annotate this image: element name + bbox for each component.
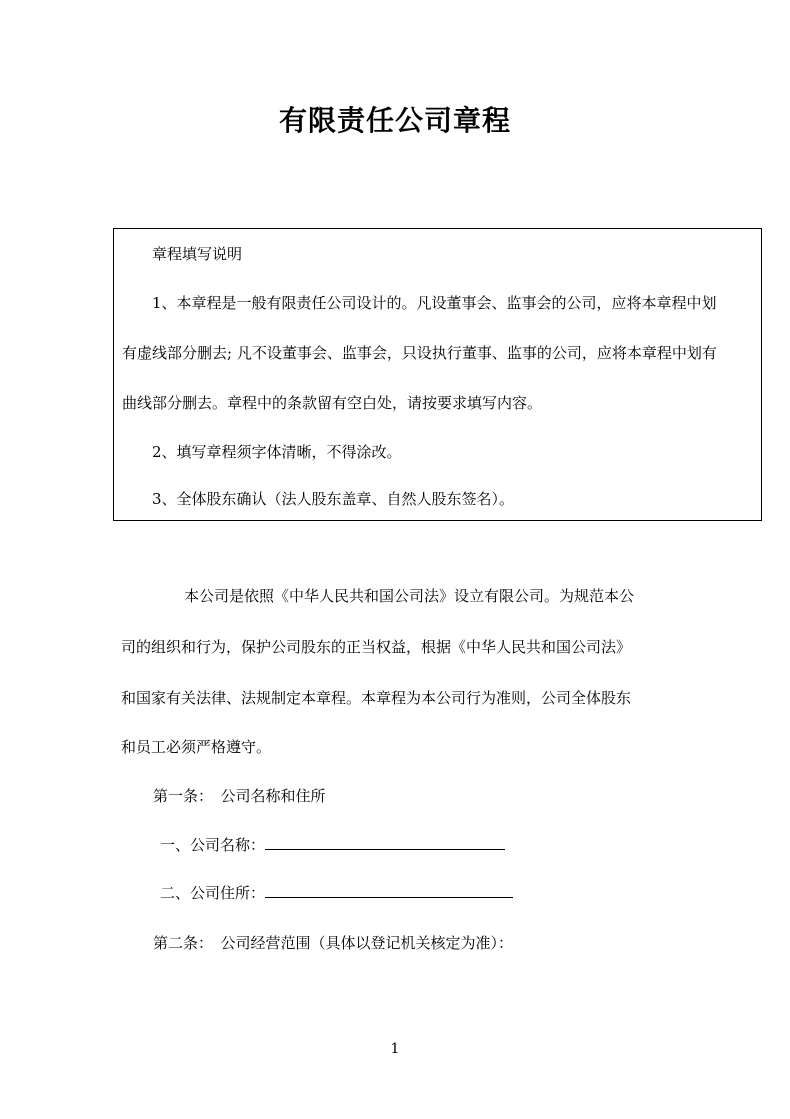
instruction-item-1-line-2: 有虚线部分删去; 凡不设董事会、监事会，只设执行董事、监事的公司，应将本章程中划有 [122, 344, 717, 362]
article-1-heading: 第一条： 公司名称和住所 [153, 787, 326, 805]
article-2-heading: 第二条： 公司经营范围（具体以登记机关核定为准）： [153, 934, 514, 952]
company-name-blank [265, 835, 505, 850]
instructions-heading: 章程填写说明 [152, 245, 243, 263]
preamble-line-4: 和员工必须严格遵守。 [121, 738, 272, 756]
filling-instructions-box [113, 228, 762, 521]
document-title: 有限责任公司章程 [278, 104, 511, 137]
preamble-line-2: 司的组织和行为，保护公司股东的正当权益，根据《中华人民共和国公司法》 [121, 638, 632, 656]
page-number: 1 [390, 1041, 400, 1057]
company-address-blank [265, 883, 513, 898]
company-address-row [160, 882, 513, 904]
preamble-line-3: 和国家有关法律、法规制定本章程。本章程为本公司行为准则，公司全体股东 [121, 689, 632, 707]
company-address-label: 二、公司住所： [160, 884, 266, 902]
company-name-label: 一、公司名称： [160, 836, 266, 854]
instruction-item-1-line-1: 1、本章程是一般有限责任公司设计的。凡设董事会、监事会的公司，应将本章程中划 [152, 294, 717, 312]
company-name-row [160, 834, 505, 856]
instruction-item-1-line-3: 曲线部分删去。章程中的条款留有空白处，请按要求填写内容。 [122, 394, 543, 412]
instruction-item-2: 2、填写章程须字体清晰，不得涂改。 [152, 443, 402, 461]
preamble-line-1: 本公司是依照《中华人民共和国公司法》设立有限公司。为规范本公 [184, 587, 635, 605]
instruction-item-3: 3、全体股东确认（法人股东盖章、自然人股东签名）。 [152, 490, 515, 508]
